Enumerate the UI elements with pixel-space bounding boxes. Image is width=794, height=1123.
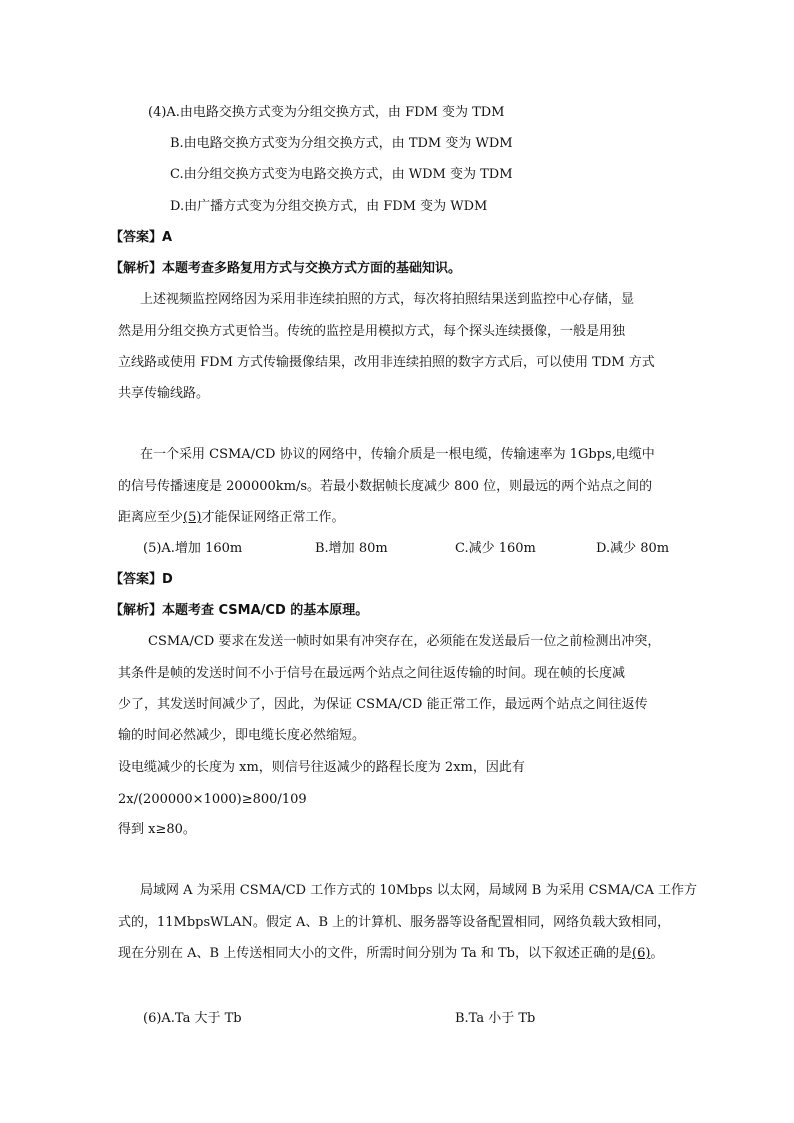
q5-analysis-line: 设电缆减少的长度为 xm，则信号往返减少的路程长度为 2xm，因此有: [118, 760, 525, 775]
q6-stem-line: 式的，11MbpsWLAN。假定 A、B 上的计算机、服务器等设备配置相同，网络负载大致相同，: [118, 915, 671, 930]
q6-option-a: (6)A.Ta 大于 Tb: [143, 1011, 242, 1026]
q5-analysis-line: CSMA/CD 要求在发送一帧时如果有冲突存在，必须能在发送最后一位之前检测出冲突，: [148, 634, 661, 649]
q5-formula: 2x/(200000×1000)≥800/109: [118, 792, 307, 807]
q6-option-b: B.Ta 小于 Tb: [455, 1011, 536, 1026]
q5-analysis-title: 【解析】本题考查 CSMA/CD 的基本原理。: [110, 603, 369, 618]
q5-analysis-line: 其条件是帧的发送时间不小于信号在最远两个站点之间往返传输的时间。现在帧的长度减: [118, 666, 626, 681]
q5-stem-line: [118, 509, 344, 527]
q6-stem-line: 局域网 A 为采用 CSMA/CD 工作方式的 10Mbps 以太网，局域网 B 为采用 CSMA/CA 工作方: [140, 883, 698, 898]
q6-blank: (6): [632, 946, 651, 961]
q5-stem-text: 距离应至少: [118, 510, 184, 525]
q4-answer: 【答案】A: [110, 230, 173, 245]
q6-stem-text: 。: [650, 946, 664, 961]
q5-stem-line: 的信号传播速度是 200000km/s。若最小数据帧长度减少 800 位，则最远的两个站点之间的: [118, 479, 653, 494]
q5-analysis-line: 输的时间必然减少，即电缆长度必然缩短。: [118, 728, 366, 743]
q6-stem-line: [118, 945, 663, 963]
q5-answer: 【答案】D: [110, 572, 173, 587]
q5-option-c: C.减少 160m: [455, 541, 536, 556]
q4-option-a: (4)A.由电路交换方式变为分组交换方式，由 FDM 变为 TDM: [148, 105, 505, 120]
q4-analysis-line: 立线路或使用 FDM 方式传输摄像结果，改用非连续拍照的数字方式后，可以使用 TDM 方式: [118, 355, 655, 370]
q5-option-a: (5)A.增加 160m: [143, 541, 243, 556]
q5-option-b: B.增加 80m: [315, 541, 388, 556]
q5-stem-text: 才能保证网络正常工作。: [201, 510, 345, 525]
q4-option-d: D.由广播方式变为分组交换方式，由 FDM 变为 WDM: [170, 199, 488, 214]
q4-analysis-line: 上述视频监控网络因为采用非连续拍照的方式，每次将拍照结果送到监控中心存储，显: [140, 292, 635, 307]
q4-analysis-line: 然是用分组交换方式更恰当。传统的监控是用模拟方式，每个探头连续摄像，一般是用独: [118, 324, 626, 339]
q4-option-c: C.由分组交换方式变为电路交换方式，由 WDM 变为 TDM: [170, 167, 513, 182]
q5-analysis-line: 少了，其发送时间减少了，因此，为保证 CSMA/CD 能正常工作，最远两个站点之间往返传: [118, 697, 648, 712]
q5-result: 得到 x≥80。: [118, 822, 196, 837]
q6-stem-text: 现在分别在 A、B 上传送相同大小的文件，所需时间分别为 Ta 和 Tb，以下叙述正确的是: [118, 946, 633, 961]
q5-option-d: D.减少 80m: [596, 541, 670, 556]
q5-stem-line: 在一个采用 CSMA/CD 协议的网络中，传输介质是一根电缆，传输速率为 1Gbps,电缆中: [140, 447, 655, 462]
q4-analysis-line: 共享传输线路。: [118, 386, 210, 401]
q5-blank: (5): [183, 510, 202, 525]
q4-option-b: B.由电路交换方式变为分组交换方式，由 TDM 变为 WDM: [170, 136, 513, 151]
q4-analysis-title: 【解析】本题考查多路复用方式与交换方式方面的基础知识。: [110, 261, 462, 276]
